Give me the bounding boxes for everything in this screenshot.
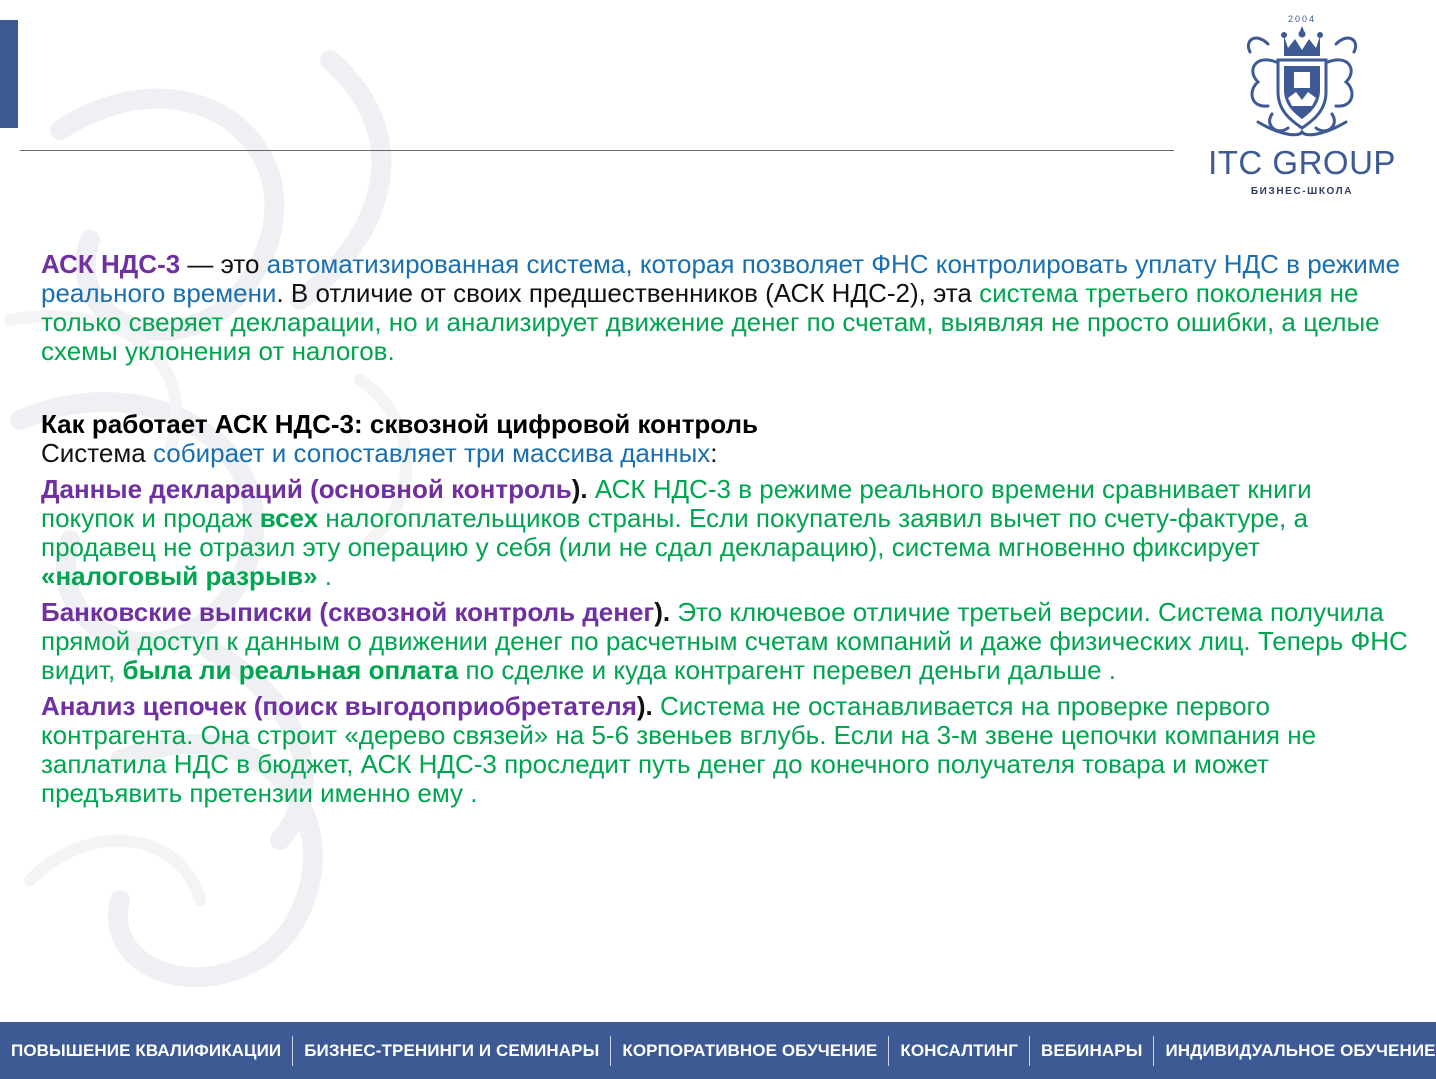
section-heading: Как работает АСК НДС-3: сквозной цифровой контроль xyxy=(41,409,759,439)
item-title-close: ). xyxy=(571,474,588,504)
item-bold: всех xyxy=(259,503,319,533)
section-lead-end: : xyxy=(710,438,718,468)
footer-link-qualification[interactable]: ПОВЫШЕНИЕ КВАЛИФИКАЦИИ xyxy=(11,1040,282,1060)
item-title-close: ). xyxy=(654,597,671,627)
item-text: налогоплательщиков страны. Если покупатель заявил вычет по счету-фактуре, а продавец не отразил эту операцию у себя (или не сдал декларацию), система мгновенно фиксирует xyxy=(41,503,1308,562)
footer-link-individual[interactable]: ИНДИВИДУАЛЬНОЕ ОБУЧЕНИЕ xyxy=(1153,1036,1436,1066)
intro-term: АСК НДС-3 xyxy=(41,249,181,279)
intro-text: . В отличие от своих предшественников (АСК НДС-2), эта xyxy=(276,278,980,308)
footer-nav xyxy=(0,1022,1436,1079)
item-title-close: ). xyxy=(636,691,653,721)
item-text: . xyxy=(317,561,333,591)
item-title: Банковские выписки (сквозной контроль денег xyxy=(41,597,655,627)
item-text: Это ключевое отличие третьей версии. Система получила прямой доступ к данным о движении денег по расчетным счетам компаний и даже физических лиц. Теперь ФНС видит, xyxy=(41,597,1408,685)
item-text: по сделке и куда контрагент перевел деньги дальше . xyxy=(458,655,1117,685)
crest-emblem-icon xyxy=(1238,10,1366,144)
item-bold: была ли реальная оплата xyxy=(122,655,459,685)
section-lead-start: Система xyxy=(41,438,153,468)
item-title: Данные деклараций (основной контроль xyxy=(41,474,572,504)
footer-link-consulting[interactable]: КОНСАЛТИНГ xyxy=(888,1036,1029,1066)
item-bold: «налоговый разрыв» xyxy=(41,561,318,591)
slide-content xyxy=(41,250,1411,808)
brand-name: ITC GROUP xyxy=(1208,144,1396,181)
intro-highlight-definition: автоматизированная система, которая позволяет ФНС контролировать уплату НДС в режиме реального времени xyxy=(41,249,1401,308)
item-text: Система не останавливается на проверке первого контрагента. Она строит «дерево связей» на 5-6 звеньев вглубь. Если на 3-м звене цепочки компания не заплатила НДС в бюджет, АСК НДС-3 проследит путь денег до конечного получателя товара и может предъявить претензии именно ему . xyxy=(41,691,1317,808)
footer-link-webinars[interactable]: ВЕБИНАРЫ xyxy=(1029,1036,1153,1066)
list-item-chain-analysis xyxy=(41,692,1411,808)
section-lead xyxy=(41,439,1411,468)
accent-bar xyxy=(0,20,18,128)
list-item-declarations xyxy=(41,475,1411,591)
item-text: АСК НДС-3 в режиме реального времени сравнивает книги покупок и продаж xyxy=(41,474,1312,533)
itc-group-logo xyxy=(1196,10,1408,195)
intro-highlight-generation: система третьего поколения не только сверяет декларации, но и анализирует движение денег по счетам, выявляя не просто ошибки, а целые схемы уклонения от налогов. xyxy=(41,278,1380,366)
footer-link-corporate[interactable]: КОРПОРАТИВНОЕ ОБУЧЕНИЕ xyxy=(610,1036,888,1066)
header-divider xyxy=(20,150,1174,151)
intro-dash: — это xyxy=(180,249,267,279)
intro-paragraph xyxy=(41,250,1411,366)
footer-link-trainings[interactable]: БИЗНЕС-ТРЕНИНГИ И СЕМИНАРЫ xyxy=(292,1036,610,1066)
item-title: Анализ цепочек (поиск выгодоприобретателя xyxy=(41,691,637,721)
svg-text:2004: 2004 xyxy=(1287,14,1317,24)
brand-subtitle: БИЗНЕС-ШКОЛА xyxy=(1250,186,1354,197)
section-lead-highlight: собирает и сопоставляет три массива данных xyxy=(152,438,711,468)
list-item-bank-statements xyxy=(41,598,1411,685)
